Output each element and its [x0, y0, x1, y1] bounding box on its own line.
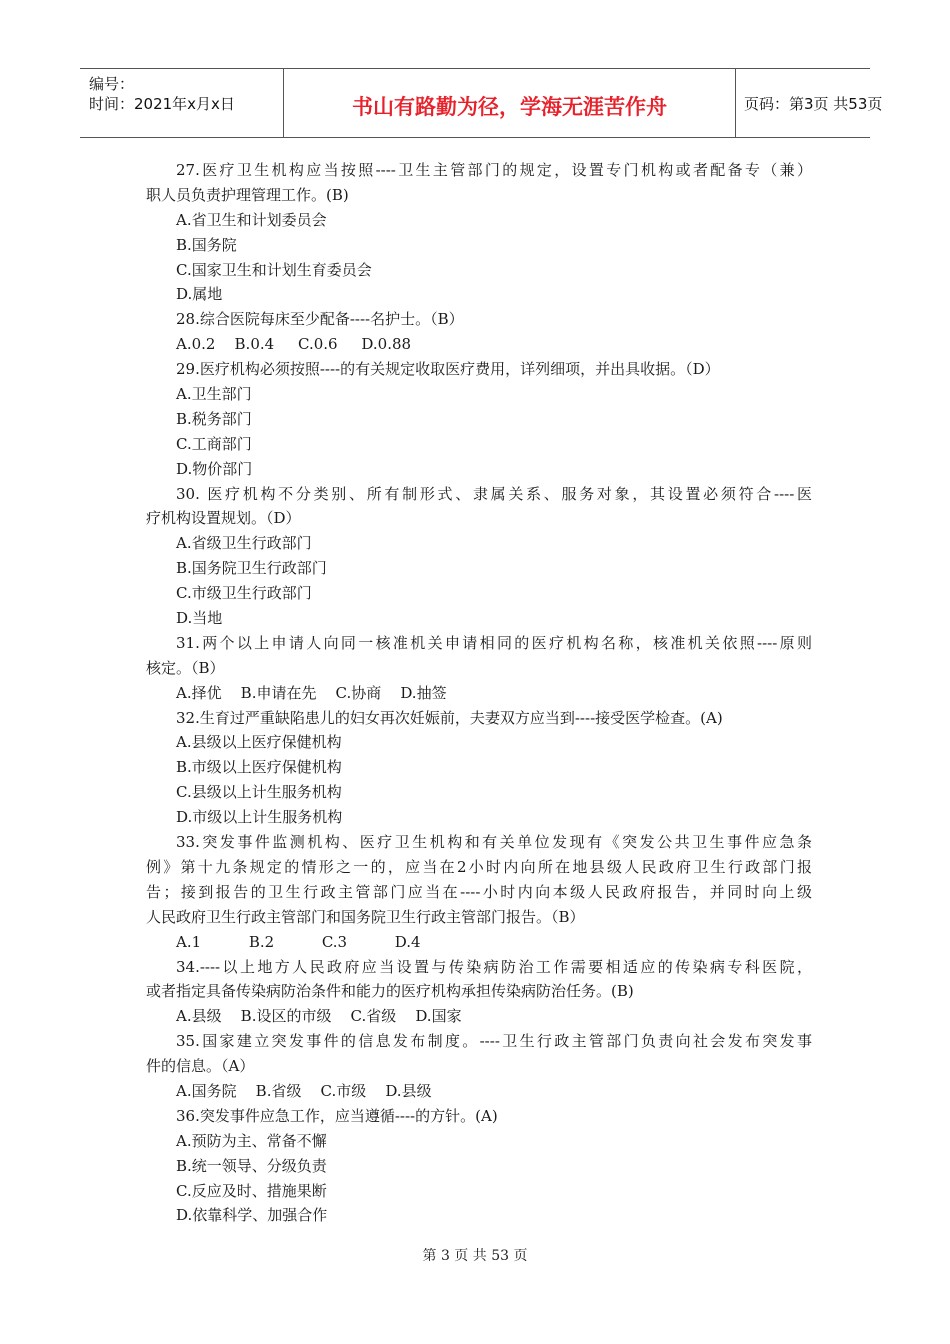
options-35: A.国务院 B.省级 C.市级 D.县级 [176, 1081, 432, 1100]
time-label: 时间：2021年x月x日 [89, 95, 235, 113]
question-34-line-1: 34.----以上地方人民政府应当设置与传染病防治工作需要相适应的传染病专科医院， [176, 957, 812, 976]
question-34-line-2: 或者指定具备传染病防治条件和能力的医疗机构承担传染病防治任务。(B) [146, 982, 634, 1001]
option-32-a: A.县级以上医疗保健机构 [176, 733, 342, 752]
question-29: 29.医疗机构必须按照----的有关规定收取医疗费用，详列细项，并出具收据。（D） [176, 360, 720, 379]
option-27-d: D.属地 [176, 285, 223, 304]
question-30-line-2: 疗机构设置规划。（D） [146, 509, 301, 528]
option-32-b: B.市级以上医疗保健机构 [176, 758, 342, 777]
option-36-d: D.依靠科学、加强合作 [176, 1206, 328, 1225]
page-number-label: 页码：第3页 共53页 [744, 95, 883, 113]
option-29-c: C.工商部门 [176, 434, 252, 453]
question-33-line-3: 告；接到报告的卫生行政主管部门应当在----小时内向本级人民政府报告，并同时向上级 [146, 882, 812, 901]
header-right-cell [735, 69, 883, 137]
option-36-c: C.反应及时、措施果断 [176, 1181, 327, 1200]
question-36: 36.突发事件应急工作，应当遵循----的方针。(A) [176, 1106, 498, 1125]
question-27-line-2: 职人员负责护理管理工作。(B) [146, 185, 349, 204]
option-27-b: B.国务院 [176, 235, 237, 254]
options-33: A.1 B.2 C.3 D.4 [176, 932, 421, 951]
options-31: A.择优 B.申请在先 C.协商 D.抽签 [176, 683, 447, 702]
question-31-line-2: 核定。（B） [146, 658, 225, 677]
option-36-b: B.统一领导、分级负责 [176, 1156, 327, 1175]
question-content [146, 158, 812, 1228]
option-36-a: A.预防为主、常备不懈 [176, 1131, 327, 1150]
question-35-line-2: 件的信息。（A） [146, 1057, 255, 1076]
question-35-line-1: 35.国家建立突发事件的信息发布制度。----卫生行政主管部门负责向社会发布突发事 [176, 1032, 812, 1051]
option-32-d: D.市级以上计生服务机构 [176, 808, 343, 827]
options-34: A.县级 B.设区的市级 C.省级 D.国家 [176, 1007, 462, 1026]
options-28: A.0.2 B.0.4 C.0.6 D.0.88 [176, 335, 412, 354]
header-left-cell [80, 69, 283, 137]
question-31-line-1: 31.两个以上申请人向同一核准机关申请相同的医疗机构名称，核准机关依照----原则 [176, 633, 812, 652]
code-label: 编号： [89, 75, 135, 93]
header-center-cell [283, 69, 736, 137]
option-29-a: A.卫生部门 [176, 385, 252, 404]
option-27-a: A.省卫生和计划委员会 [176, 210, 327, 229]
option-30-d: D.当地 [176, 609, 223, 628]
question-32: 32.生育过严重缺陷患儿的妇女再次妊娠前，夫妻双方应当到----接受医学检查。(A) [176, 708, 723, 727]
question-33-line-1: 33.突发事件监测机构、医疗卫生机构和有关单位发现有《突发公共卫生事件应急条 [176, 833, 812, 852]
option-29-d: D.物价部门 [176, 459, 253, 478]
document-header [80, 68, 883, 138]
option-30-c: C.市级卫生行政部门 [176, 584, 312, 603]
option-32-c: C.县级以上计生服务机构 [176, 783, 342, 802]
question-28: 28.综合医院每床至少配备----名护士。（B） [176, 310, 464, 329]
header-motto: 书山有路勤为径，学海无涯苦作舟 [352, 95, 667, 119]
page-footer: 第 3 页 共 53 页 [422, 1248, 528, 1264]
question-27-line-1: 27.医疗卫生机构应当按照----卫生主管部门的规定，设置专门机构或者配备专（兼） [176, 161, 812, 179]
question-33-line-4: 人民政府卫生行政主管部门和国务院卫生行政主管部门报告。（B） [146, 907, 585, 926]
question-33-line-2: 例》第十九条规定的情形之一的，应当在2小时内向所在地县级人民政府卫生行政部门报 [146, 857, 812, 876]
question-30-line-1: 30. 医疗机构不分类别、所有制形式、隶属关系、服务对象，其设置必须符合----医 [176, 484, 812, 503]
option-29-b: B.税务部门 [176, 409, 252, 428]
option-30-a: A.省级卫生行政部门 [176, 534, 312, 553]
option-30-b: B.国务院卫生行政部门 [176, 559, 327, 578]
option-27-c: C.国家卫生和计划生育委员会 [176, 260, 372, 279]
